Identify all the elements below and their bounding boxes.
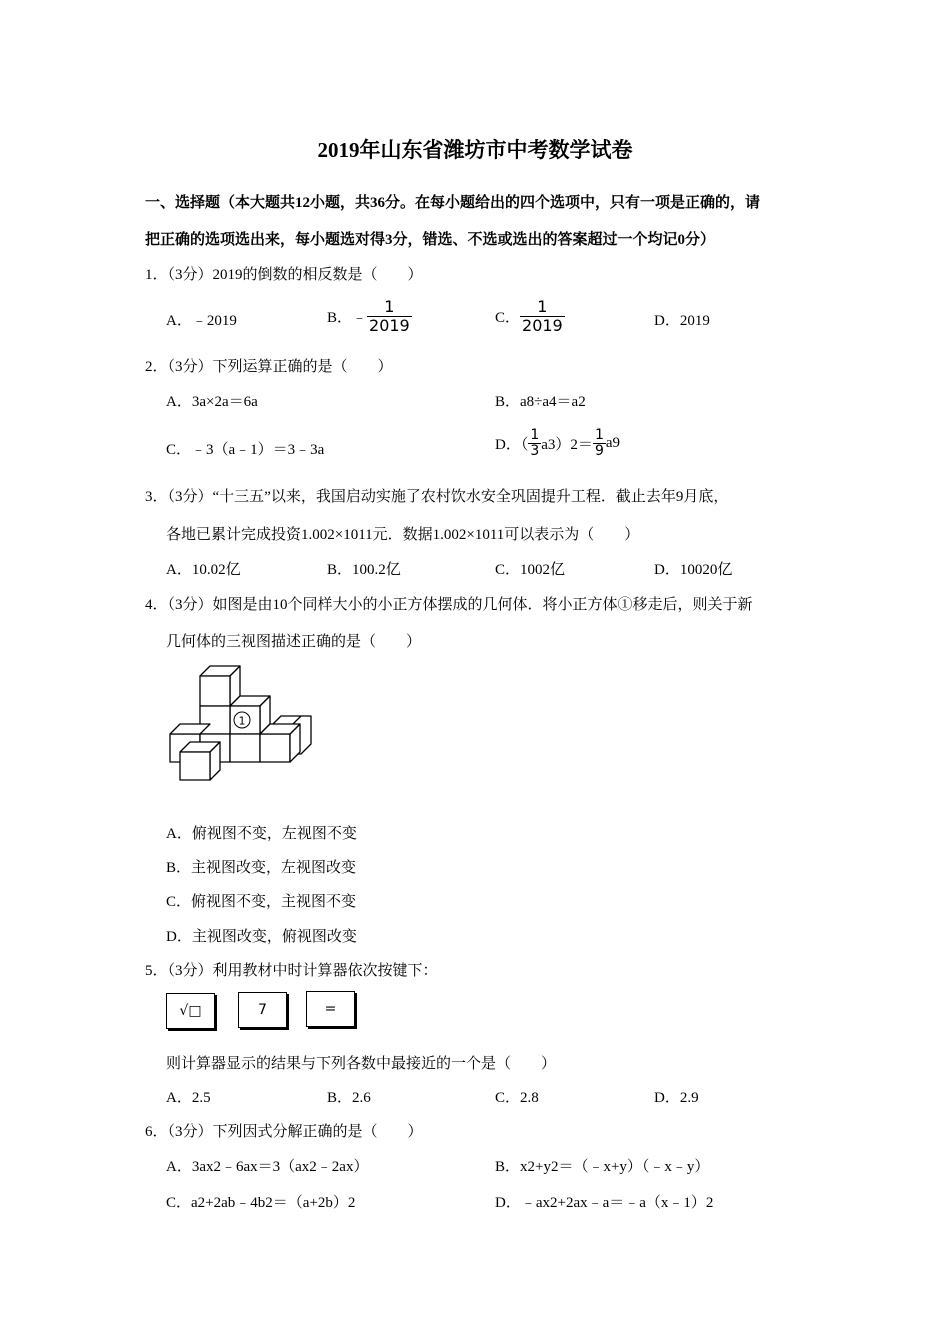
q2-option-b: B．a8÷a4＝a2	[495, 394, 586, 410]
q1-option-c	[495, 298, 565, 335]
q1-option-c-label: C．	[495, 310, 521, 326]
q4-stem-line2: 几何体的三视图描述正确的是（ ）	[166, 634, 422, 650]
q1-option-c-fraction	[520, 298, 565, 335]
q2-option-d-fraction1	[528, 428, 541, 459]
q3-stem-line2: 各地已累计完成投资1.002×1011元．数据1.002×1011可以表示为（ ）	[166, 527, 640, 543]
q1-option-b-fraction	[367, 298, 412, 335]
q4-option-d: D．主视图改变，俯视图改变	[166, 929, 357, 945]
cube-1-label: 1	[238, 714, 246, 728]
q2-option-d-denominator2: 9	[594, 443, 604, 459]
q1-option-a: A．﹣2019	[166, 313, 237, 329]
calc-key-7: 7	[238, 992, 287, 1028]
q2-option-d-numerator1: 1	[530, 427, 540, 443]
q6-option-d: D．﹣ax2+2ax﹣a＝﹣a（x﹣1）2	[495, 1195, 714, 1211]
q1-option-d: D．2019	[654, 313, 710, 329]
q3-option-a: A．10.02亿	[166, 562, 241, 578]
q2-option-d-numerator2: 1	[594, 427, 604, 443]
q1-option-b-numerator: 1	[367, 298, 412, 317]
q5-stem: 5．（3分）利用教材中时计算器依次按键下：	[145, 963, 438, 979]
section-instructions-line1: 一、选择题（本大题共12小题，共36分。在每小题给出的四个选项中，只有一项是正确的，请	[145, 195, 761, 211]
cube-figure	[160, 660, 320, 785]
q1-option-c-numerator: 1	[520, 298, 565, 317]
q5-stem-line2: 则计算器显示的结果与下列各数中最接近的一个是（ ）	[166, 1056, 557, 1072]
q3-stem-line1: 3．（3分）“十三五”以来，我国启动实施了农村饮水安全巩固提升工程．截止去年9月底，	[145, 489, 729, 505]
q6-option-c: C．a2+2ab﹣4b2＝（a+2b）2	[166, 1195, 356, 1211]
section-instructions-line2: 把正确的选项选出来，每小题选对得3分，错选、不选或选出的答案超过一个均记0分）	[145, 232, 716, 248]
q6-option-b: B．x2+y2＝（﹣x+y）（﹣x﹣y）	[495, 1159, 710, 1175]
q6-stem: 6．（3分）下列因式分解正确的是（ ）	[145, 1124, 423, 1140]
q2-option-d-label: D．（	[495, 437, 529, 453]
q4-option-c: C．俯视图不变，主视图不变	[166, 894, 357, 910]
q2-option-d-end: a9	[605, 435, 621, 451]
q4-option-b: B．主视图改变，左视图改变	[166, 860, 357, 876]
q4-stem-line1: 4．（3分）如图是由10个同样大小的小正方体摆成的几何体．将小正方体①移走后，则关于新	[145, 597, 753, 613]
q2-option-d-middle: a3）2＝	[541, 437, 593, 453]
q5-option-a: A．2.5	[166, 1090, 211, 1106]
q5-option-d: D．2.9	[654, 1090, 699, 1106]
page-title: 2019年山东省潍坊市中考数学试卷	[317, 138, 633, 162]
q2-stem: 2．（3分）下列运算正确的是（ ）	[145, 359, 393, 375]
q3-option-c: C．1002亿	[495, 562, 566, 578]
q1-option-b-denominator: 2019	[369, 316, 410, 335]
q1-option-c-denominator: 2019	[522, 316, 563, 335]
q2-option-c: C．﹣3（a﹣1）＝3﹣3a	[166, 442, 325, 458]
q2-option-d-denominator1: 3	[530, 443, 540, 459]
q5-option-c: C．2.8	[495, 1090, 539, 1106]
q2-option-d	[495, 428, 620, 459]
q3-option-b: B．100.2亿	[327, 562, 401, 578]
calc-key-equals: =	[306, 991, 355, 1027]
calc-key-sqrt: √□	[166, 993, 215, 1029]
q3-option-d: D．10020亿	[654, 562, 733, 578]
q5-option-b: B．2.6	[327, 1090, 371, 1106]
q1-option-b-label: B．﹣	[327, 310, 368, 326]
q6-option-a: A．3ax2﹣6ax＝3（ax2﹣2ax）	[166, 1159, 369, 1175]
q4-option-a: A．俯视图不变，左视图不变	[166, 826, 357, 842]
q1-option-b	[327, 298, 412, 335]
q1-stem: 1．（3分）2019的倒数的相反数是（ ）	[145, 267, 423, 283]
q2-option-a: A．3a×2a＝6a	[166, 394, 258, 410]
q2-option-d-fraction2	[593, 428, 606, 459]
